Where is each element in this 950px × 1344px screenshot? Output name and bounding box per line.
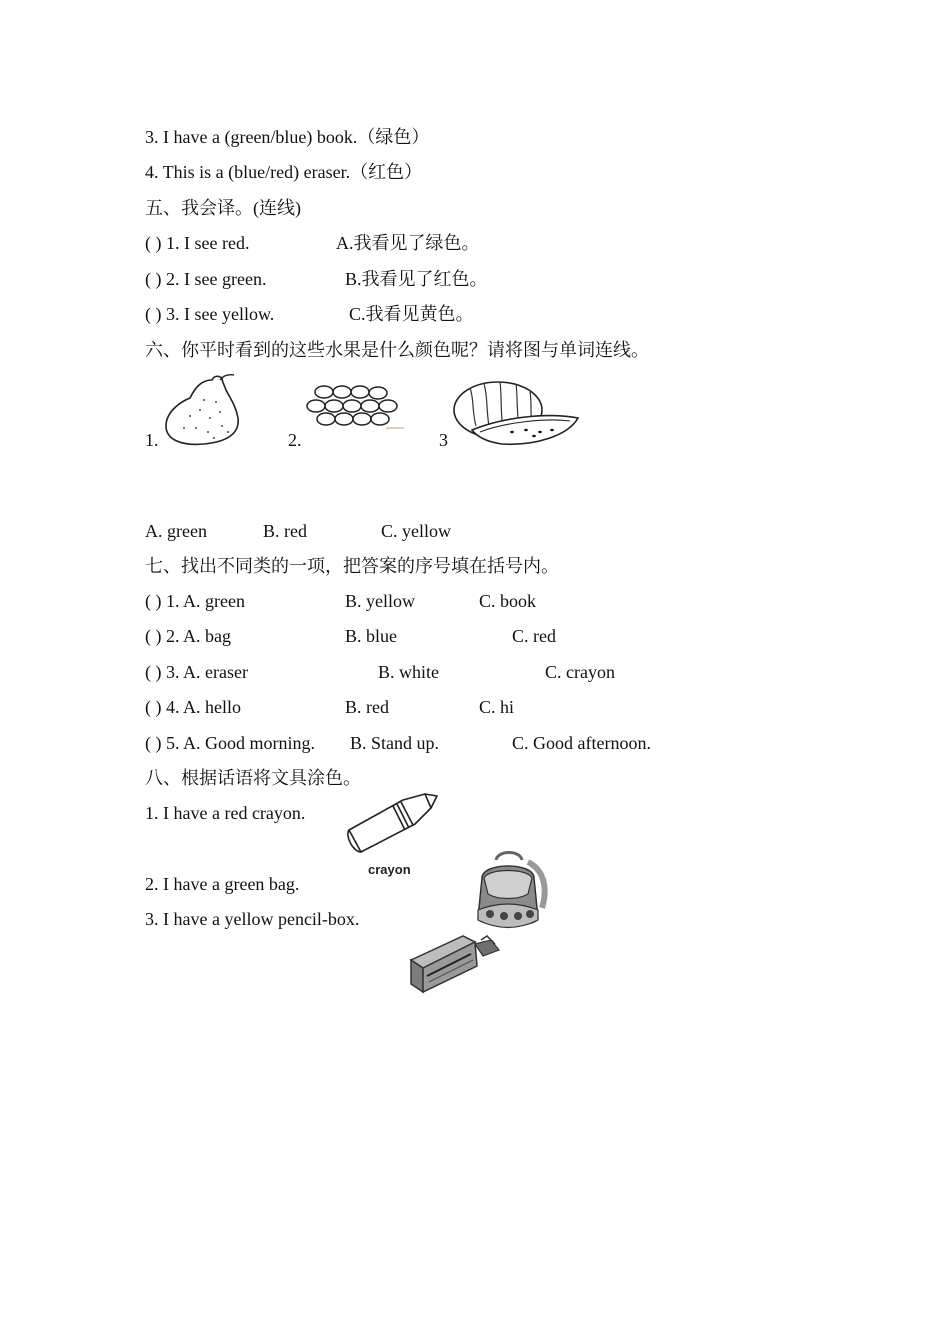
s7-row-2-b: B. blue bbox=[345, 626, 397, 646]
grapes-icon bbox=[304, 382, 408, 430]
crayon-icon bbox=[343, 790, 443, 856]
q-line-4: 4. This is a (blue/red) eraser.（红色） bbox=[145, 162, 423, 182]
schoolbag-icon bbox=[468, 848, 550, 932]
section-7-heading: 七、找出不同类的一项，把答案的序号填在括号内。 bbox=[145, 556, 559, 576]
fruit-label-2: 2. bbox=[288, 430, 302, 450]
crayon-label: crayon bbox=[368, 862, 411, 877]
s8-line-2: 2. I have a green bag. bbox=[145, 874, 300, 894]
section-5-heading: 五、我会译。(连线) bbox=[145, 198, 301, 218]
option-a: A. green bbox=[145, 521, 207, 541]
s7-row-3-c: C. crayon bbox=[545, 662, 615, 682]
s7-row-3-b: B. white bbox=[378, 662, 439, 682]
s5-row-1-left: ( ) 1. I see red. bbox=[145, 233, 250, 253]
s5-row-2-right: B.我看见了红色。 bbox=[345, 269, 488, 289]
s7-row-3-a: ( ) 3. A. eraser bbox=[145, 662, 248, 682]
option-c: C. yellow bbox=[381, 521, 451, 541]
s7-row-5-b: B. Stand up. bbox=[350, 733, 440, 753]
option-b: B. red bbox=[263, 521, 307, 541]
s5-row-3-left: ( ) 3. I see yellow. bbox=[145, 304, 275, 324]
s7-row-2-a: ( ) 2. A. bag bbox=[145, 626, 231, 646]
fruit-label-3: 3 bbox=[439, 430, 448, 450]
section-8-heading: 八、根据话语将文具涂色。 bbox=[145, 768, 361, 788]
watermelon-icon bbox=[450, 378, 580, 448]
s7-row-4-b: B. red bbox=[345, 697, 389, 717]
s7-row-1-b: B. yellow bbox=[345, 591, 415, 611]
s7-row-5-c: C. Good afternoon. bbox=[512, 733, 651, 753]
pear-icon bbox=[160, 372, 266, 448]
s7-row-5-a: ( ) 5. A. Good morning. bbox=[145, 733, 315, 753]
s5-row-2-left: ( ) 2. I see green. bbox=[145, 269, 267, 289]
s7-row-1-c: C. book bbox=[479, 591, 537, 611]
s8-line-1: 1. I have a red crayon. bbox=[145, 803, 306, 823]
s8-line-3: 3. I have a yellow pencil-box. bbox=[145, 909, 360, 929]
s5-row-1-right: A.我看见了绿色。 bbox=[336, 233, 480, 253]
section-6-heading: 六、你平时看到的这些水果是什么颜色呢？请将图与单词连线。 bbox=[145, 340, 649, 360]
s5-row-3-right: C.我看见黄色。 bbox=[349, 304, 474, 324]
s7-row-2-c: C. red bbox=[512, 626, 556, 646]
s7-row-1-a: ( ) 1. A. green bbox=[145, 591, 245, 611]
pencil-box-icon bbox=[405, 930, 503, 1000]
q-line-3: 3. I have a (green/blue) book.（绿色） bbox=[145, 127, 430, 147]
s7-row-4-c: C. hi bbox=[479, 697, 515, 717]
fruit-label-1: 1. bbox=[145, 430, 159, 450]
s7-row-4-a: ( ) 4. A. hello bbox=[145, 697, 241, 717]
